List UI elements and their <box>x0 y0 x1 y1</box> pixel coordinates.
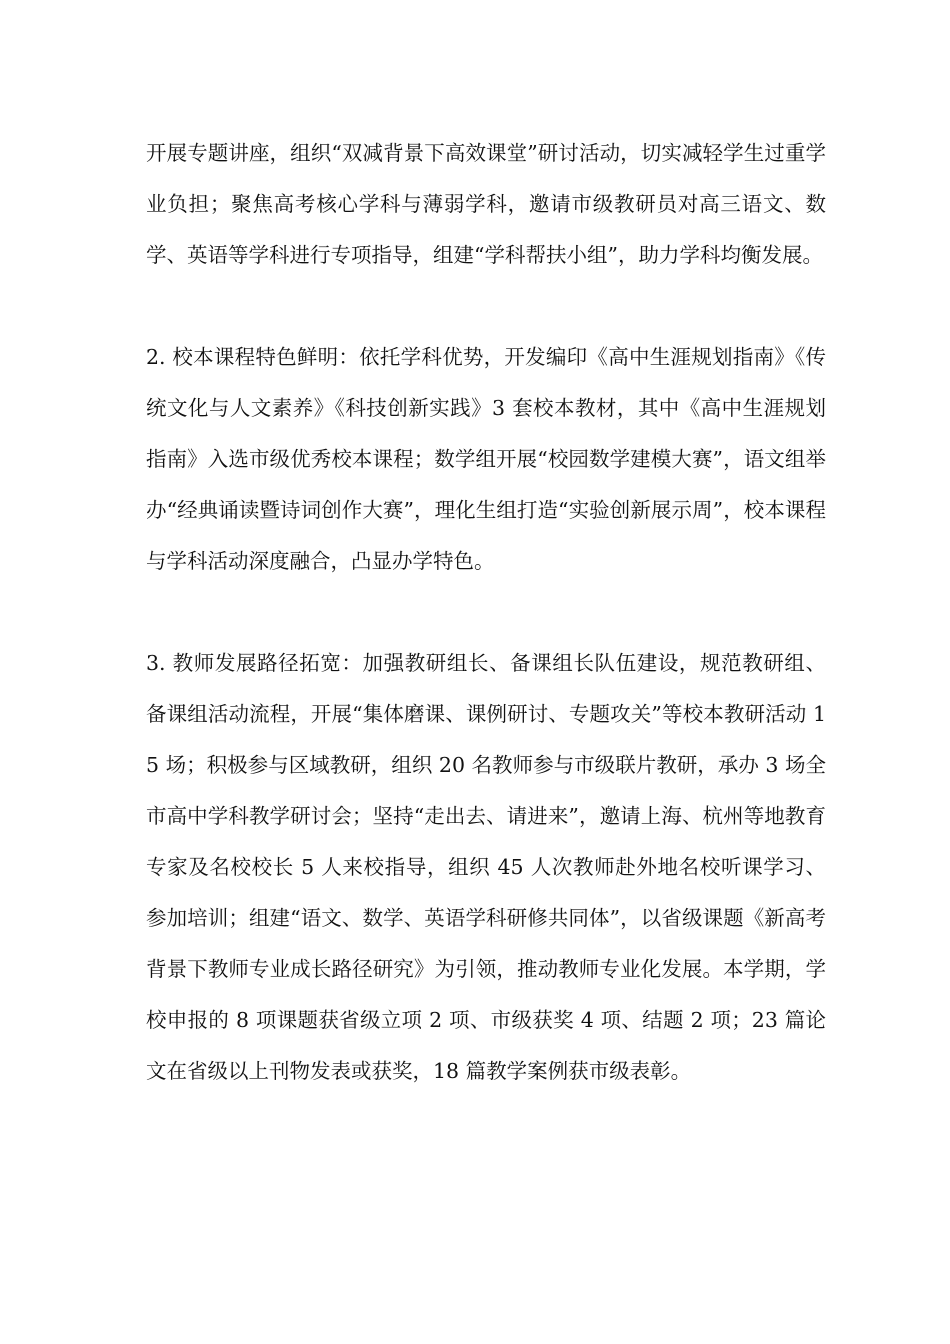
paragraph-spacer <box>146 281 826 332</box>
paragraph-spacer <box>146 587 826 638</box>
document-body <box>146 128 826 1097</box>
paragraph-continued: 开展专题讲座，组织“双减背景下高效课堂”研讨活动，切实减轻学生过重学业负担；聚焦高考核心学科与薄弱学科，邀请市级教研员对高三语文、数学、英语等学科进行专项指导，组建“学科帮扶小组”，助力学科均衡发展。 <box>146 141 826 267</box>
paragraph-school-curriculum: 2. 校本课程特色鲜明：依托学科优势，开发编印《高中生涯规划指南》《传统文化与人文素养》《科技创新实践》3 套校本教材，其中《高中生涯规划指南》入选市级优秀校本课程；数学组开展“校园数学建模大赛”，语文组举办“经典诵读暨诗词创作大赛”，理化生组打造“实验创新展示周”，校本课程与学科活动深度融合，凸显办学特色。 <box>146 345 826 573</box>
paragraph-teacher-development: 3. 教师发展路径拓宽：加强教研组长、备课组长队伍建设，规范教研组、备课组活动流程，开展“集体磨课、课例研讨、专题攻关”等校本教研活动 15 场；积极参与区域教研，组织 20 名教师参与市级联片教研，承办 3 场全市高中学科教学研讨会；坚持“走出去、请进来”，邀请上海、杭州等地教育专家及名校校长 5 人来校指导，组织 45 人次教师赴外地名校听课学习、参加培训；组建“语文、数学、英语学科研修共同体”，以省级课题《新高考背景下教师专业成长路径研究》为引领，推动教师专业化发展。本学期，学校申报的 8 项课题获省级立项 2 项、市级获奖 4 项、结题 2 项；23 篇论文在省级以上刊物发表或获奖，18 篇教学案例获市级表彰。 <box>146 651 826 1083</box>
